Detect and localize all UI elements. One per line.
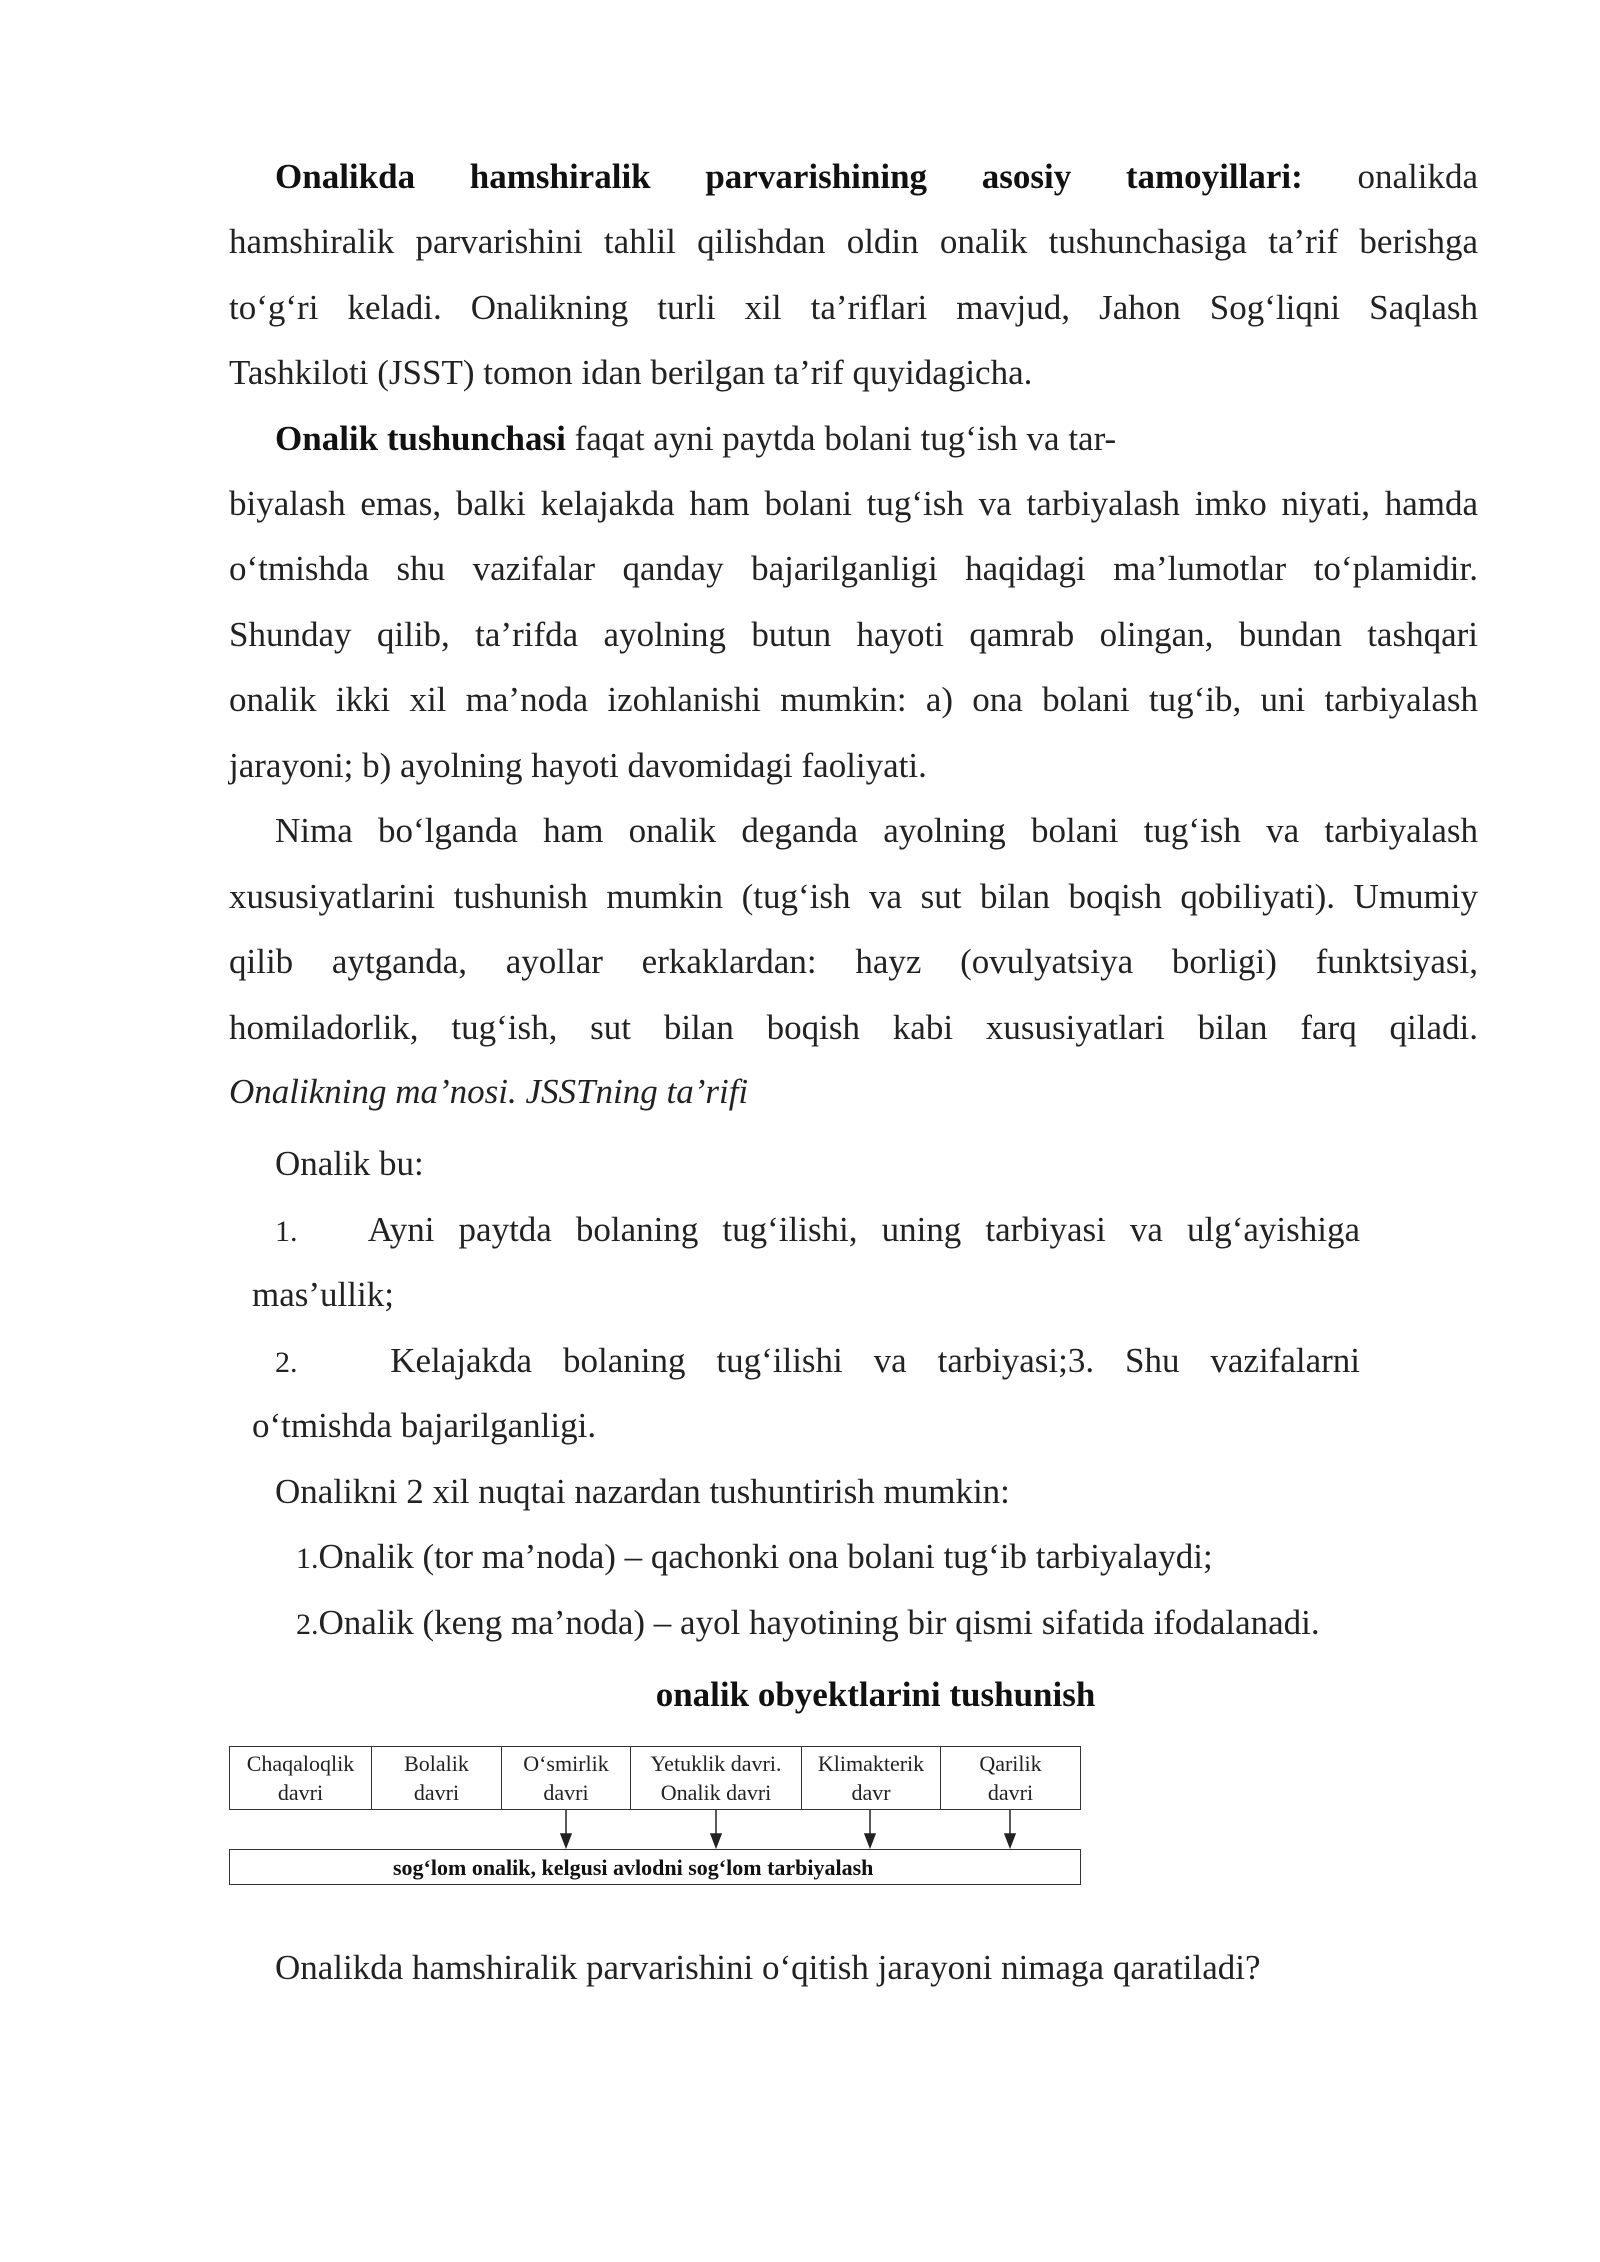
p1-line-3: to‘g‘ri keladi. Onalikning turli xil ta’riflari mavjud, Jahon Sog‘liqni Saqlash [229,288,1478,327]
arrow-head-qarilik [1005,1834,1015,1847]
stage-4-line-1: Yetuklik davri. [650,1751,782,1776]
list1-item-1-line-2: mas’ullik; [252,1275,394,1314]
list1-item-2-line-2: o‘tmishda bajarilganligi. [252,1406,597,1445]
arrow-head-osmirlik [561,1834,571,1847]
p3-italic-caption: Onalikning ma’nosi. JSSTning ta’rifi [229,1072,749,1111]
list2-item-2-number: 2. [296,1608,319,1641]
arrow-head-yetuklik [711,1834,721,1847]
result-box [229,1849,1081,1885]
stage-3-line-2: davri [543,1780,589,1805]
p3-line-2: xususiyatlarini tushunish mumkin (tug‘ish va sut bilan boqish qobiliyati). Umumiy [229,877,1478,916]
p2-line-6: jarayoni; b) ayolning hayoti davomidagi faoliyati. [229,746,927,785]
p3-line-4: homiladorlik, tug‘ish, sut bilan boqish kabi xususiyatlari bilan farq qiladi. [229,1008,1478,1047]
onalik-bu-label: Onalik bu: [275,1144,424,1183]
p1-line-1-rest: onalikda [1357,157,1478,196]
diagram-title: onalik obyektlarini tushunish [655,1675,1096,1714]
p2-heading: Onalik tushunchasi [275,419,566,458]
p2-line-5: onalik ikki xil ma’noda izohlanishi mumkin: a) ona bolani tug‘ib, uni tarbiyalash [229,680,1478,719]
list1-item-2-text: Kelajakda bolaning tug‘ilishi va tarbiyasi;3. Shu vazifalarni [390,1341,1361,1380]
list1-item-1-number: 1. [275,1215,298,1248]
stage-6-line-2: davri [987,1780,1034,1805]
stage-2-line-1: Bolalik [404,1751,469,1776]
stage-5-line-2: davr [851,1780,891,1805]
arrow-head-klimakterik [865,1834,875,1847]
intro-two-views: Onalikni 2 xil nuqtai nazardan tushuntirish mumkin: [275,1472,1010,1511]
p1-heading: Onalikda hamshiralik parvarishining asosiy tamoyillari: [275,157,1303,196]
stage-3-line-1: O‘smirlik [523,1751,609,1776]
stage-1-line-1: Chaqaloqlik [246,1751,355,1776]
p1-line-4: Tashkiloti (JSST) tomon idan berilgan ta’rif quyidagicha. [229,353,1033,392]
p1-line-2: hamshiralik parvarishini tahlil qilishdan oldin onalik tushunchasiga ta’rif berishga [229,222,1478,261]
stage-1-line-2: davri [277,1780,324,1805]
stage-5-line-1: Klimakterik [817,1751,925,1776]
stage-4-line-2: Onalik davri [660,1780,772,1805]
result-text: sog‘lom onalik, kelgusi avlodni sog‘lom tarbiyalash [393,1855,874,1880]
list2-item-2-text: Onalik (keng ma’noda) – ayol hayotining bir qismi sifatida ifodalanadi. [318,1603,1320,1642]
stage-2-line-2: davri [413,1780,460,1805]
p3-line-3: qilib aytganda, ayollar erkaklardan: hayz (ovulyatsiya borligi) funktsiyasi, [229,942,1478,981]
p2-line-4: Shunday qilib, ta’rifda ayolning butun hayoti qamrab olingan, bundan tashqari [229,615,1478,654]
final-question: Onalikda hamshiralik parvarishini o‘qitish jarayoni nimaga qaratiladi? [275,1948,1261,1987]
list1-item-2-number: 2. [275,1346,298,1379]
list2-item-1-number: 1. [296,1542,319,1575]
stage-6-line-1: Qarilik [979,1751,1042,1776]
p2-line-2: biyalash emas, balki kelajakda ham bolani tug‘ish va tarbiyalash imko niyati, hamda [229,484,1478,523]
p2-line-3: o‘tmishda shu vazifalar qanday bajarilganligi haqidagi ma’lumotlar to‘plamidir. [229,549,1478,588]
p3-line-1: Nima bo‘lganda ham onalik deganda ayolning bolani tug‘ish va tarbiyalash [275,811,1478,850]
list2-item-1-text: Onalik (tor ma’noda) – qachonki ona bolani tug‘ib tarbiyalaydi; [318,1537,1213,1576]
list1-item-1-text: Ayni paytda bolaning tug‘ilishi, uning tarbiyasi va ulg‘ayishiga [367,1210,1360,1249]
p2-line-1-rest: faqat ayni paytda bolani tug‘ish va tar- [574,419,1117,458]
